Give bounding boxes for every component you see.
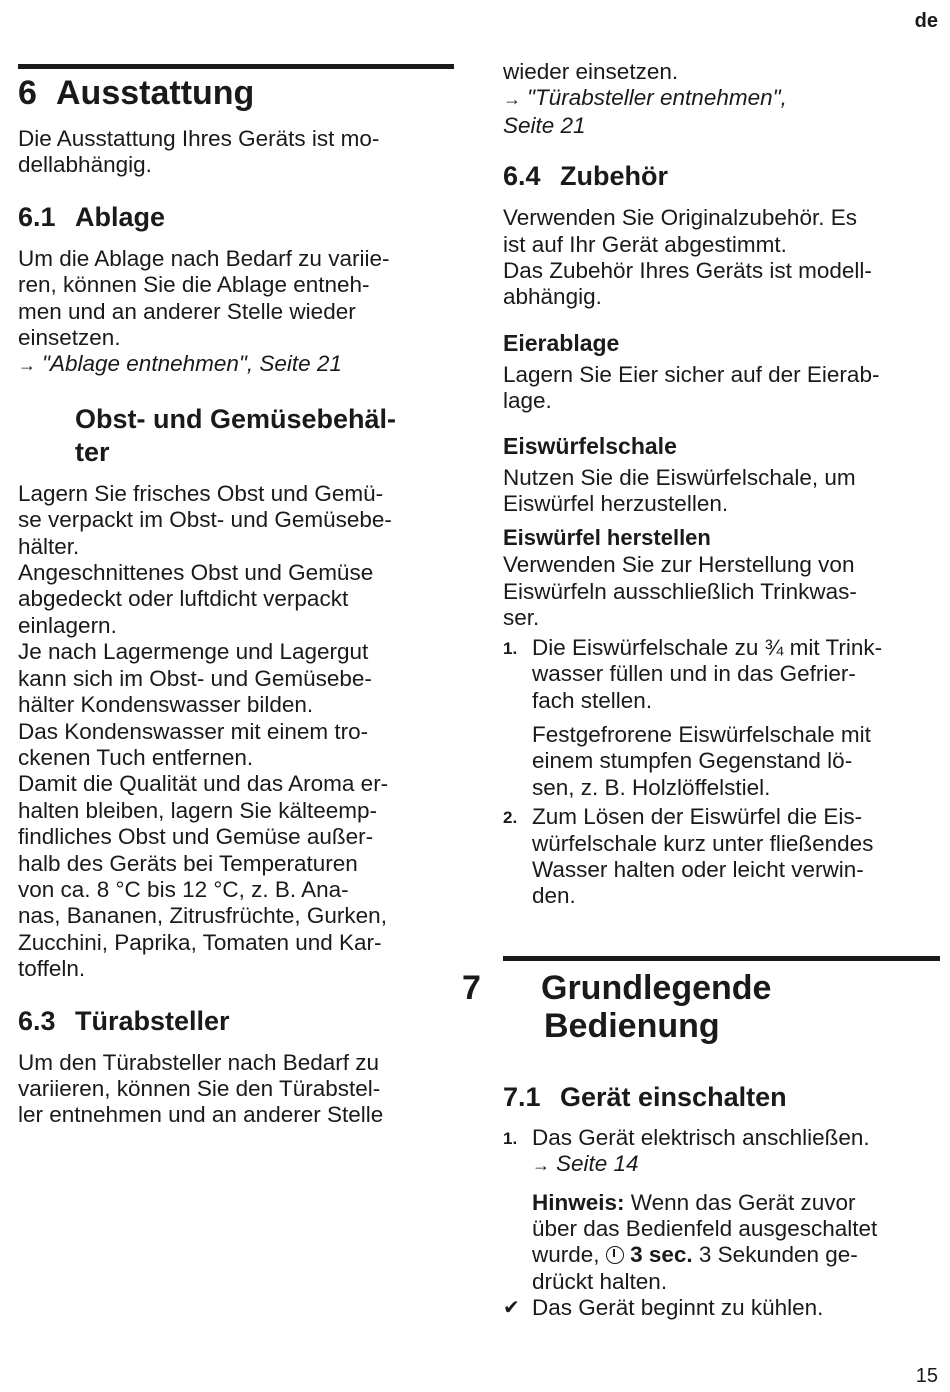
chapter-6-heading: 6 Ausstattung [18,74,255,112]
checkmark-icon: ✔ [503,1297,520,1320]
eiswuerfelschale-body: Nutzen Sie die Eiswürfelschale, um Eiswürfel herzustellen. [503,464,856,517]
note-label: Hinweis: [532,1189,625,1215]
section-6-1-body: Um die Ablage nach Bedarf zu variie- ren, können Sie die Ablage entneh- men und an anderer Stelle wieder einsetzen. → "Ablage entnehmen", Seite 21 [18,246,454,379]
button-label: 3 sec. [630,1242,693,1268]
note: Hinweis: Wenn das Gerät zuvor über das Bedienfeld ausgeschaltet wurde, 3 sec. 3 Sekunden ge- drückt halten. [532,1189,878,1294]
cross-reference-link[interactable]: → "Türabsteller entnehmen", [503,85,940,112]
right-column [462,0,940,1322]
section-6-4-heading: 6.4 Zubehör [503,161,668,192]
eierablage-heading: Eierablage [503,329,620,356]
section-6-3-body-continued: wieder einsetzen. → "Türabsteller entnehmen", Seite 21 [503,59,940,139]
section-6-3-heading: 6.3 Türabsteller [18,1005,230,1036]
chapter-rule [18,64,454,69]
language-tag: de [914,10,938,32]
section-6-2-heading: Obst- und Gemüsebehäl- ter [75,403,397,467]
chapter-rule [503,956,940,961]
section-7-1-heading: 7.1 Gerät einschalten [503,1081,787,1112]
step-number: 1. [503,638,518,658]
power-icon [606,1246,624,1264]
eiswuerfelschale-heading: Eiswürfelschale [503,432,677,459]
arrow-right-icon: → [503,89,521,110]
eierablage-body: Lagern Sie Eier sicher auf der Eierab- lage. [503,361,880,414]
section-6-1-heading: 6.1 Ablage [18,201,166,232]
list-item: 1. Die Eiswürfelschale zu ¾ mit Trink- wasser füllen und in das Gefrier- fach stellen. [503,634,883,713]
section-6-4-body: Verwenden Sie Originalzubehör. Es ist auf Ihr Gerät abgestimmt. Das Zubehör Ihres Geräts ist modell- abhängig. [503,205,872,310]
cross-reference-link[interactable]: → Seite 14 [532,1151,940,1178]
step-number: 2. [503,808,518,828]
arrow-right-icon: → [18,355,36,376]
chapter-6-intro: Die Ausstattung Ihres Geräts ist mo- dellabhängig. [18,126,380,178]
page-number: 15 [915,1365,938,1387]
section-6-2-body: Lagern Sie frisches Obst und Gemü- se verpackt im Obst- und Gemüsebe- hälter. Angeschnittenes Obst und Gemüse abgedeckt oder luftdicht verpackt einlagern. Je nach Lagermenge und Lagergut kann sich im Obst- und Gemüsebe- hälter Kondenswasser bilden. Das Kondenswasser mit einem tro- ckenen Tuch entfernen. Damit die Qualität und das Aroma er- halten bleiben, lagern Sie kälteemp- findliches Obst und Gemüse außer- halb des Geräts bei Temperaturen von ca. 8 °C bis 12 °C, z. B. Ana- nas, Bananen, Zitrusfrüchte, Gurken, Zucchini, Paprika, Tomaten und Kar- toffeln. [18,480,392,982]
cross-reference-page: Seite 21 [503,112,586,138]
cross-reference-link[interactable]: → "Ablage entnehmen", Seite 21 [18,351,454,378]
chapter-7-heading: 7 Grundlegende Bedienung [462,968,772,1045]
section-6-3-body: Um den Türabsteller nach Bedarf zu variieren, können Sie den Türabstel- ler entnehmen und an anderer Stelle [18,1049,384,1128]
result-item: ✔ Das Gerät beginnt zu kühlen. [503,1295,824,1321]
step-substep: Festgefrorene Eiswürfelschale mit einem stumpfen Gegenstand lö- sen, z. B. Holzlöffelstiel. [532,721,871,800]
eiswuerfel-herstellen-heading: Eiswürfel herstellen [503,525,711,551]
step-number: 1. [503,1128,518,1148]
eiswuerfel-herstellen-body: Verwenden Sie zur Herstellung von Eiswürfeln ausschließlich Trinkwas- ser. [503,552,857,631]
list-item: 2. Zum Lösen der Eiswürfel die Eis- würfelschale kurz unter fließendes Wasser halten oder leicht verwin- den. [503,804,874,909]
list-item: 1. Das Gerät elektrisch anschließen. → Seite 14 [503,1125,940,1179]
left-column [18,0,454,1129]
arrow-right-icon: → [532,1155,550,1176]
